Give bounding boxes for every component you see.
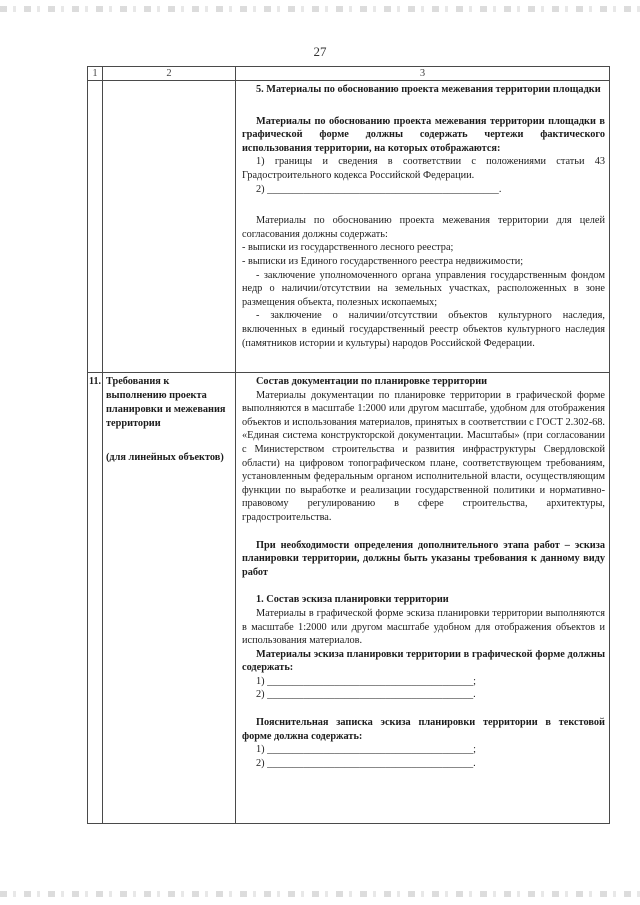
column-header-1: 1 xyxy=(88,67,103,81)
graphic-item-1: 1) границы и сведения в соответствии с положениями статьи 43 Градостроительного кодекса Российской Федерации. xyxy=(242,156,605,181)
approval-item-3: - заключение уполномоченного органа управления государственным фондом недр о наличии/отсутствии на земельных участках, расположенных в зоне размещения объекта, полезных ископаемых; xyxy=(242,269,605,308)
sketch-text: Материалы в графической форме эскиза планировки территории выполняются в масштабе 1:2000 или другом масштабе удобном для отображения объектов и использования материалов. xyxy=(242,607,605,647)
page-number: 27 xyxy=(313,44,327,59)
explanatory-heading: Пояснительная записка эскиза планировки территории в текстовой форме должна содержать: xyxy=(242,717,605,742)
table-row-materials xyxy=(88,81,610,373)
graphic-materials-heading: Материалы по обоснованию проекта межевания территории площадки в графической форме должны содержать чертежи фактического использования территории, на которых отображаются: xyxy=(242,115,605,154)
column-header-3: 3 xyxy=(236,67,610,81)
approval-item-1: - выписки из государственного лесного реестра; xyxy=(242,242,454,254)
approval-heading: Материалы по обоснованию проекта межевания территории для целей согласования должны содержать: xyxy=(242,215,605,240)
requirement-cell-empty xyxy=(103,81,236,373)
graphic-item-2: 2) _____________________________________________. xyxy=(256,183,502,195)
scan-artifact-bottom xyxy=(0,891,640,897)
approval-item-2: - выписки из Единого государственного реестра недвижимости; xyxy=(242,255,524,267)
approval-item-4: - заключение о наличии/отсутствии объектов культурного наследия, включенных в единый государственный реестр объектов культурного наследия (памятников истории и культуры) народов Российской Федерации. xyxy=(242,310,605,349)
sketch-graphic-item-1: 1) ________________________________________; xyxy=(256,675,476,687)
composition-text: Материалы документации по планировке территории в графической форме выполняются в масштабе 1:2000 или другом масштабе, удобном для отображения объектов и использования материалов, принятых в соответствии с ГОСТ 2.302-68. «Единая система конструкторской документации. Масштабы» (при согласовании с Министерством строительства и развития инфраструктуры Свердловской области) на цифровом топографическом плане, соответствующем требованиям, установленным федеральным органом исполнительной власти, осуществляющим функции по выработке и реализации государственной политики и нормативно-правовому регулированию в сфере строительства, архитектуры, градостроительства. xyxy=(242,389,605,523)
document-table xyxy=(87,66,610,824)
explanatory-item-2: 2) ________________________________________. xyxy=(256,757,476,769)
content-cell-materials xyxy=(236,81,610,373)
composition-heading: Состав документации по планировке территории xyxy=(256,376,488,387)
row-number-cell: 11. xyxy=(88,373,103,824)
column-header-2: 2 xyxy=(103,67,236,81)
sketch-graphic-item-2: 2) ________________________________________. xyxy=(256,689,476,701)
table-header-row xyxy=(88,67,610,81)
materials-heading: 5. Материалы по обоснованию проекта межевания территории площадки xyxy=(256,84,601,95)
requirement-cell xyxy=(103,373,236,824)
requirement-note: (для линейных объектов) xyxy=(106,452,224,463)
row-number-cell-empty xyxy=(88,81,103,373)
table-row-requirement-11 xyxy=(88,373,610,824)
explanatory-item-1: 1) ________________________________________; xyxy=(256,744,476,756)
scan-artifact-top xyxy=(0,6,640,12)
content-cell-composition xyxy=(236,373,610,824)
sketch-heading: 1. Состав эскиза планировки территории xyxy=(256,594,449,606)
sketch-graphic-heading: Материалы эскиза планировки территории в графической форме должны содержать: xyxy=(242,648,605,674)
requirement-title: Требования к выполнению проекта планировки и межевания территории xyxy=(106,376,226,429)
sketch-note: При необходимости определения дополнительного этапа работ – эскиза планировки территории, должны быть указаны требования к данному виду работ xyxy=(242,539,605,578)
